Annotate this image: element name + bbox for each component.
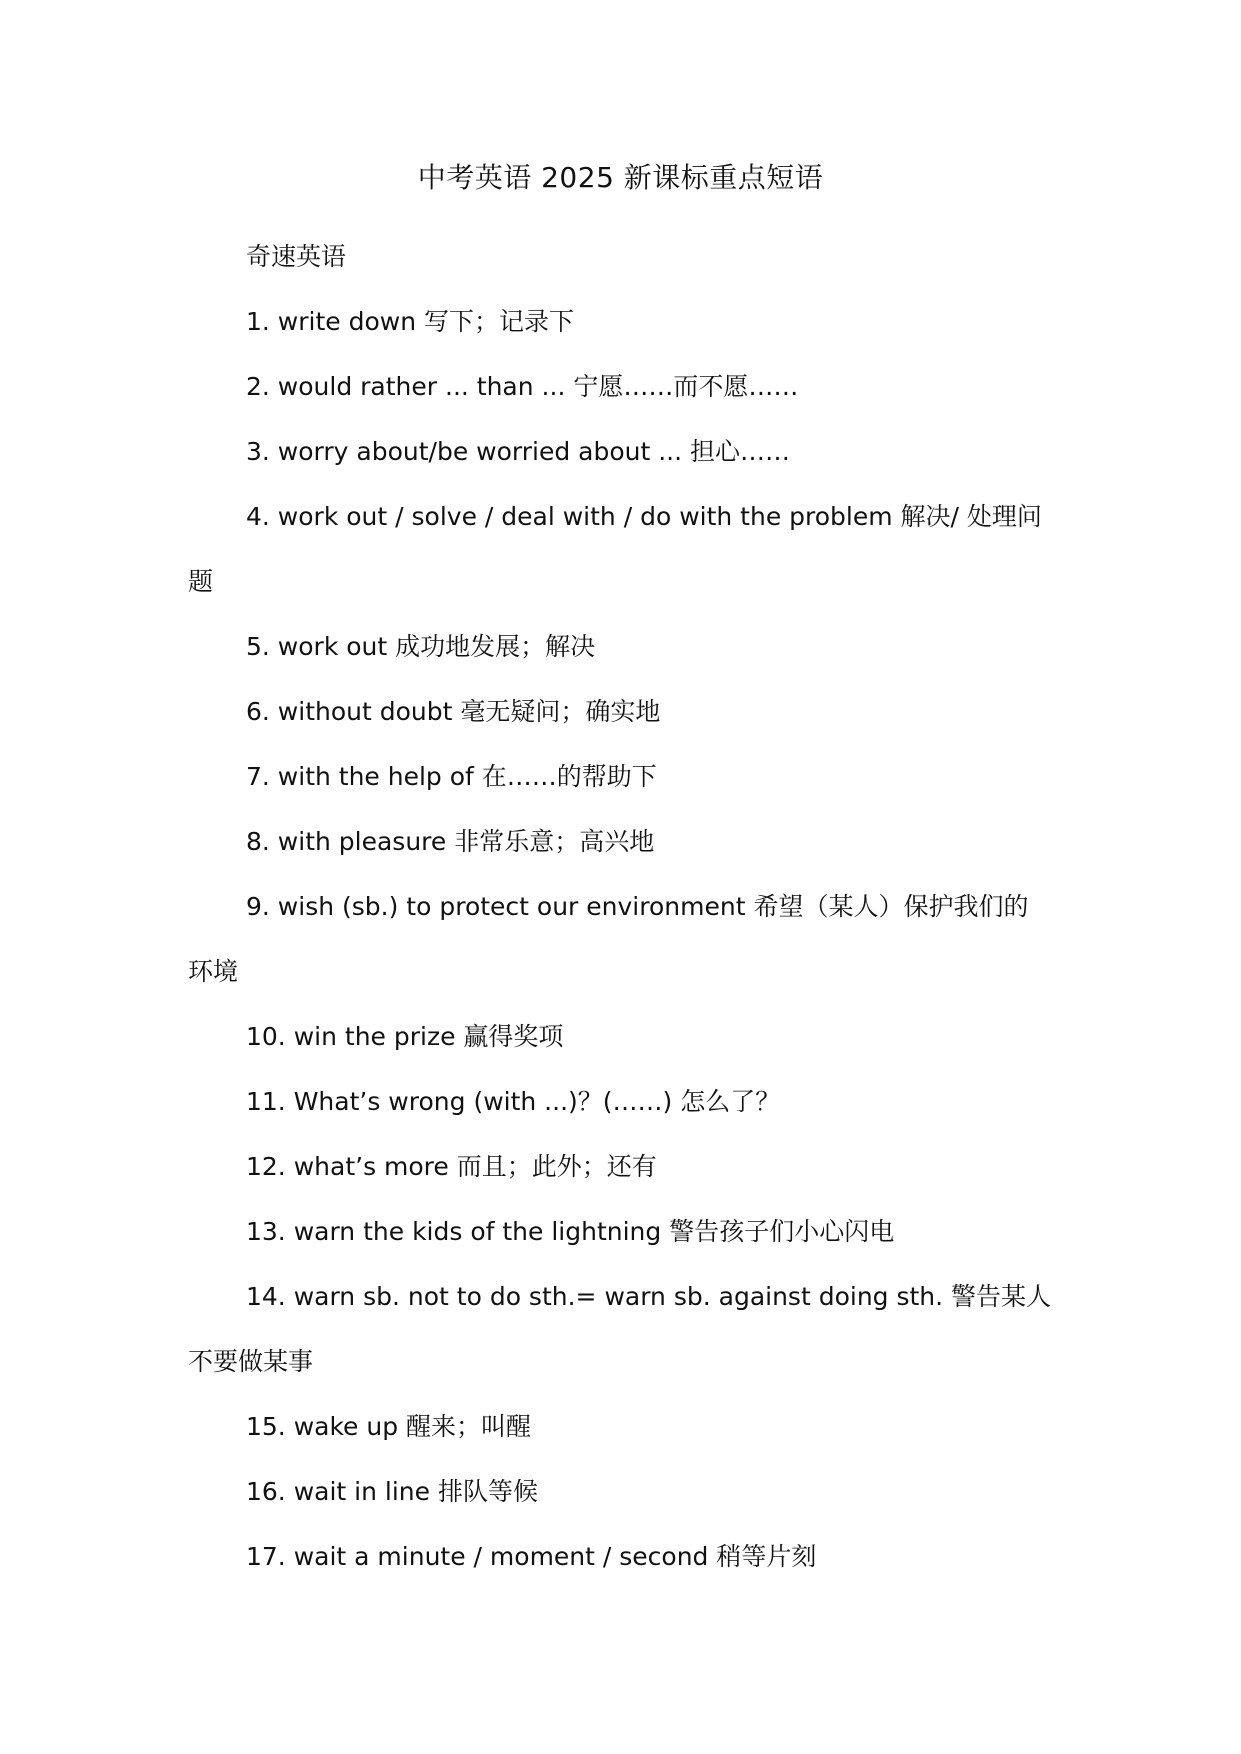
phrase-item: 4. work out / solve / deal with / do with the problem 解决/ 处理问 [246, 502, 1042, 531]
phrase-item: 15. wake up 醒来；叫醒 [246, 1412, 532, 1441]
phrase-item: 6. without doubt 毫无疑问；确实地 [246, 697, 661, 726]
phrase-item: 10. win the prize 赢得奖项 [246, 1022, 564, 1051]
phrase-item-continuation: 不要做某事 [188, 1347, 314, 1376]
document-title: 中考英语 2025 新课标重点短语 [417, 161, 824, 194]
phrase-item: 5. work out 成功地发展；解决 [246, 632, 596, 661]
phrase-item: 17. wait a minute / moment / second 稍等片刻 [246, 1542, 817, 1571]
phrase-item-continuation: 环境 [188, 957, 239, 986]
source-label: 奇速英语 [246, 242, 347, 271]
phrase-list [188, 224, 1052, 1589]
phrase-item: 9. wish (sb.) to protect our environment 希望（某人）保护我们的 [246, 892, 1029, 921]
phrase-item: 13. warn the kids of the lightning 警告孩子们小心闪电 [246, 1217, 895, 1246]
phrase-item: 1. write down 写下；记录下 [246, 307, 575, 336]
phrase-item: 8. with pleasure 非常乐意；高兴地 [246, 827, 655, 856]
phrase-item: 12. what’s more 而且；此外；还有 [246, 1152, 657, 1181]
phrase-item: 16. wait in line 排队等候 [246, 1477, 538, 1506]
phrase-item: 2. would rather ... than ... 宁愿……而不愿…… [246, 372, 799, 401]
phrase-item: 11. What’s wrong (with ...)？(……) 怎么了？ [246, 1087, 781, 1116]
phrase-item-continuation: 题 [188, 567, 214, 596]
phrase-item: 14. warn sb. not to do sth.= warn sb. against doing sth. 警告某人 [246, 1282, 1052, 1311]
phrase-item: 3. worry about/be worried about ... 担心…… [246, 437, 791, 466]
phrase-item: 7. with the help of 在……的帮助下 [246, 762, 657, 791]
